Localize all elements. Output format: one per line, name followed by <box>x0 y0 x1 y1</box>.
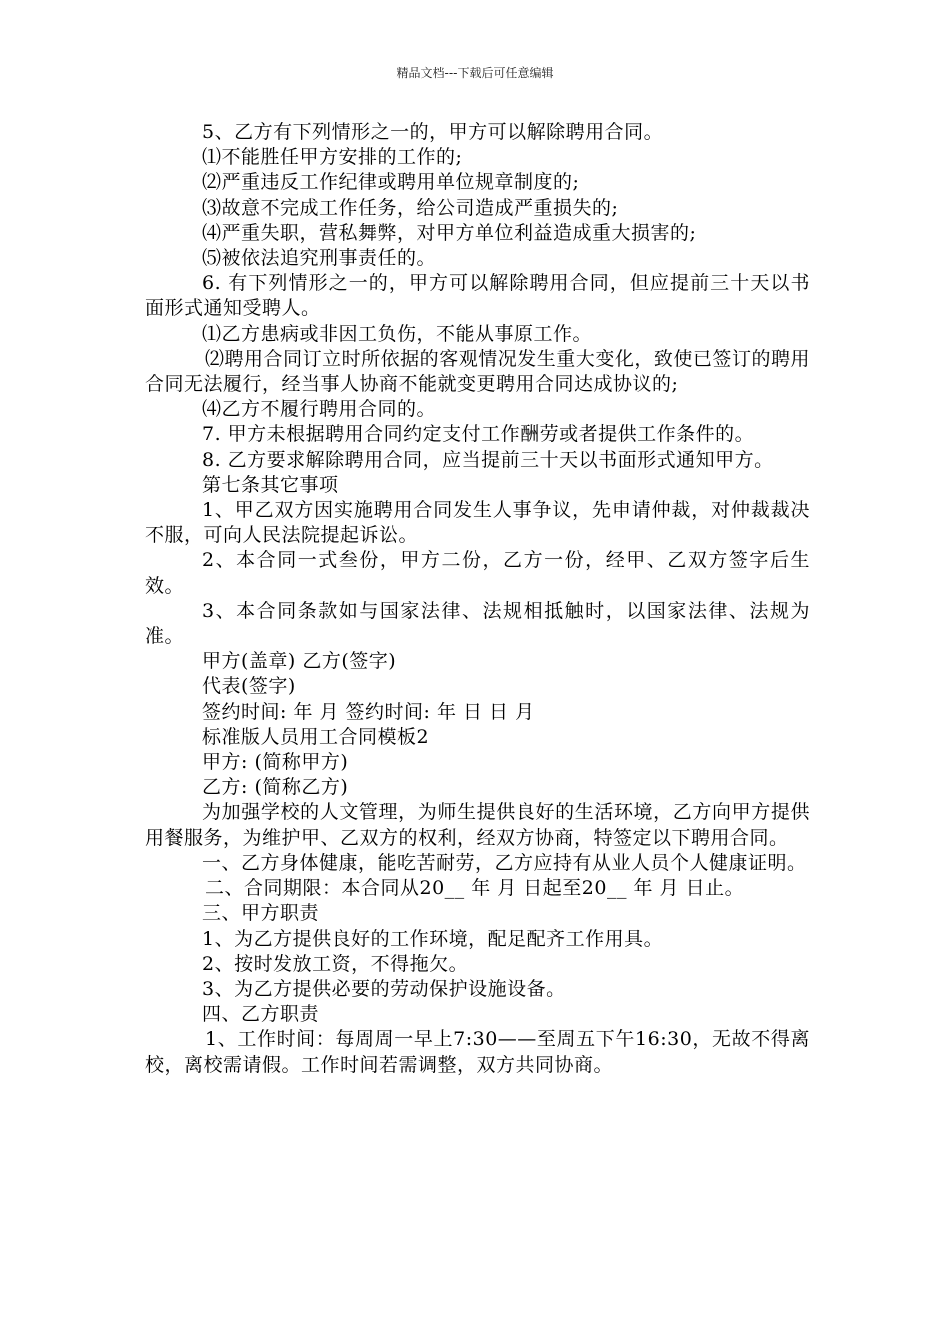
section-4-heading: 四、乙方职责 <box>202 1003 320 1026</box>
article-7-item-3: 3、本合同条款如与国家法律、法规相抵触时，以国家法律、法规为准。 <box>145 599 810 648</box>
clause-6-item-1: ⑴乙方患病或非因工负伤，不能从事原工作。 <box>202 322 593 345</box>
clause-5-item-2: ⑵严重违反工作纪律或聘用单位规章制度的; <box>202 171 580 194</box>
page-header: 精品文档---下载后可任意编辑 <box>396 66 554 80</box>
clause-6-item-4: ⑷乙方不履行聘用合同的。 <box>202 398 437 421</box>
party-b: 乙方: (简称乙方) <box>202 776 349 799</box>
section-1: 一、乙方身体健康，能吃苦耐劳，乙方应持有从业人员个人健康证明。 <box>202 851 807 874</box>
clause-6: 6. 有下列情形之一的，甲方可以解除聘用合同，但应提前三十天以书面形式通知受聘人。 <box>145 272 810 320</box>
section-3-item-2: 2、按时发放工资，不得拖欠。 <box>202 952 469 975</box>
document-body <box>145 120 810 1078</box>
clause-5-item-1: ⑴不能胜任甲方安排的工作的; <box>202 146 463 169</box>
party-a: 甲方: (简称甲方) <box>202 751 349 774</box>
template-2-title: 标准版人员用工合同模板2 <box>202 725 430 748</box>
article-7-heading: 第七条其它事项 <box>202 473 339 496</box>
signature-parties: 甲方(盖章) 乙方(签字) <box>202 650 397 673</box>
preamble: 为加强学校的人文管理，为师生提供良好的生活环境，乙方向甲方提供用餐服务，为维护甲、乙双方的权利，经双方协商，特签定以下聘用合同。 <box>145 801 810 849</box>
article-7-item-1: 1、甲乙双方因实施聘用合同发生人事争议，先申请仲裁，对仲裁裁决不服，可向人民法院提起诉讼。 <box>145 499 810 547</box>
section-2-term: 二、合同期限：本合同从20__ 年 月 日起至20__ 年 月 日止。 <box>205 877 745 900</box>
article-7-item-2: 2、本合同一式叁份，甲方二份，乙方一份，经甲、乙双方签字后生效。 <box>145 549 810 597</box>
section-4-item-1: 1、工作时间：每周周一早上7:30——至周五下午16:30，无故不得离校，离校需请假。工作时间若需调整，双方共同协商。 <box>145 1028 810 1076</box>
clause-6-item-2: ⑵聘用合同订立时所依据的客观情况发生重大变化，致使已签订的聘用合同无法履行，经当事人协商不能就变更聘用合同达成协议的; <box>145 347 810 396</box>
section-3-item-3: 3、为乙方提供必要的劳动保护设施设备。 <box>202 977 566 1000</box>
signature-representative: 代表(签字) <box>202 675 296 698</box>
section-3-item-1: 1、为乙方提供良好的工作环境，配足配齐工作用具。 <box>202 927 664 950</box>
clause-5-item-4: ⑷严重失职，营私舞弊，对甲方单位利益造成重大损害的; <box>202 221 697 244</box>
clause-7: 7. 甲方未根据聘用合同约定支付工作酬劳或者提供工作条件的。 <box>202 423 755 446</box>
clause-5: 5、乙方有下列情形之一的，甲方可以解除聘用合同。 <box>202 121 664 143</box>
clause-5-item-3: ⑶故意不完成工作任务，给公司造成严重损失的; <box>202 196 619 219</box>
clause-8: 8. 乙方要求解除聘用合同，应当提前三十天以书面形式通知甲方。 <box>202 448 774 471</box>
section-3-heading: 三、甲方职责 <box>202 902 320 925</box>
signing-date: 签约时间: 年 月 签约时间: 年 日 日 月 <box>202 700 535 723</box>
clause-5-item-5: ⑸被依法追究刑事责任的。 <box>202 247 437 270</box>
